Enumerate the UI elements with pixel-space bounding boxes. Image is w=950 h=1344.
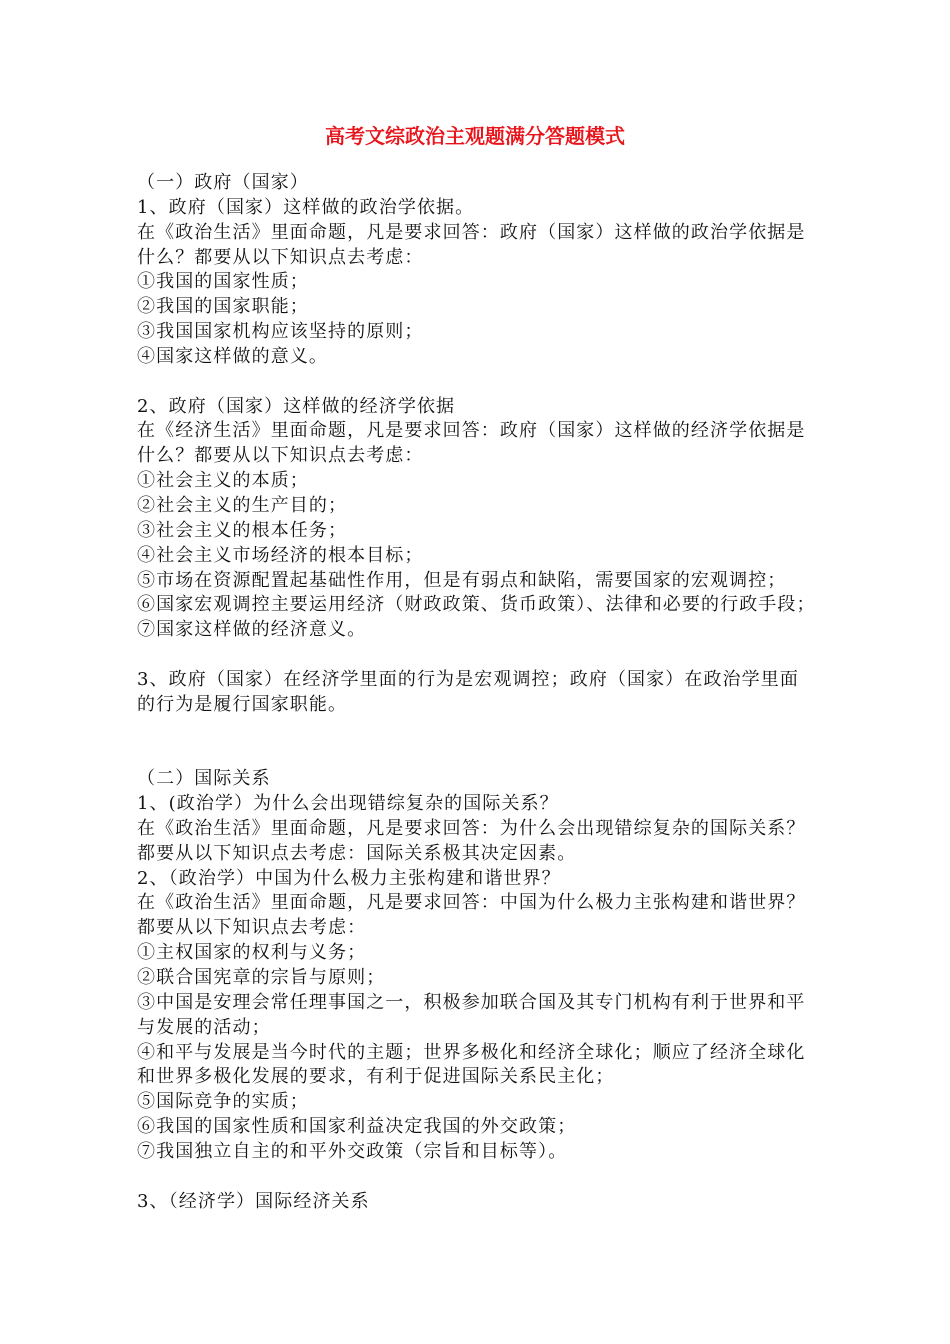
text-line: ①我国的国家性质；	[137, 271, 309, 293]
text-line: ③社会主义的根本任务；	[137, 519, 348, 541]
text-line: ⑦国家这样做的经济意义。	[137, 619, 367, 641]
text-line: ⑤市场在资源配置起基础性作用，但是有弱点和缺陷，需要国家的宏观调控；	[137, 569, 787, 591]
text-line: ⑥国家宏观调控主要运用经济（财政政策、货币政策）、法律和必要的行政手段；	[137, 594, 816, 616]
text-line: 什么？都要从以下知识点去考虑：	[137, 246, 424, 268]
text-line: 在《政治生活》里面命题，凡是要求回答：为什么会出现错综复杂的国际关系？	[137, 817, 806, 839]
blank-line	[137, 742, 837, 767]
text-line: 2、（政治学）中国为什么极力主张构建和谐世界？	[137, 867, 561, 889]
text-line: ⑦我国独立自主的和平外交政策（宗旨和目标等）。	[137, 1140, 568, 1162]
text-line: （二）国际关系	[137, 768, 271, 790]
text-line: 3、（经济学）国际经济关系	[137, 1190, 370, 1212]
text-line: 在《政治生活》里面命题，凡是要求回答：中国为什么极力主张构建和谐世界？	[137, 892, 806, 914]
text-line: ③我国国家机构应该坚持的原则；	[137, 321, 424, 343]
text-line: 什么？都要从以下知识点去考虑：	[137, 445, 424, 467]
text-line: ①主权国家的权利与义务；	[137, 942, 367, 964]
blank-line	[137, 643, 837, 668]
blank-line	[137, 718, 837, 743]
text-line: 在《经济生活》里面命题，凡是要求回答：政府（国家）这样做的经济学依据是	[137, 420, 806, 442]
text-line: ①社会主义的本质；	[137, 470, 309, 492]
document-title: 高考文综政治主观题满分答题模式	[325, 124, 625, 148]
text-line: ②联合国宪章的宗旨与原则；	[137, 967, 386, 988]
text-line: ④和平与发展是当今时代的主题；世界多极化和经济全球化；顺应了经济全球化	[137, 1041, 806, 1063]
text-line: 的行为是履行国家职能。	[137, 693, 348, 715]
text-line: ⑥我国的国家性质和国家利益决定我国的外交政策；	[137, 1116, 577, 1138]
text-line: 3、政府（国家）在经济学里面的行为是宏观调控；政府（国家）在政治学里面	[137, 668, 799, 690]
text-line: ③中国是安理会常任理事国之一，积极参加联合国及其专门机构有利于世界和平	[137, 991, 806, 1013]
text-line: 和世界多极化发展的要求，有利于促进国际关系民主化；	[137, 1066, 615, 1088]
text-line: 都要从以下知识点去考虑：	[137, 917, 367, 939]
text-line: ②我国的国家职能；	[137, 296, 309, 318]
text-line: （一）政府（国家）	[137, 172, 309, 193]
text-line: ⑤国际竞争的实质；	[137, 1091, 309, 1113]
blank-line	[137, 1165, 837, 1190]
text-line: 2、政府（国家）这样做的经济学依据	[137, 395, 456, 417]
text-line: 1、(政治学）为什么会出现错综复杂的国际关系？	[137, 793, 559, 815]
blank-line	[137, 370, 837, 395]
text-line: ②社会主义的生产目的；	[137, 494, 348, 516]
text-line: 1、政府（国家）这样做的政治学依据。	[137, 196, 475, 218]
document-body	[137, 171, 837, 1214]
text-line: ④社会主义市场经济的根本目标；	[137, 544, 424, 566]
text-line: 在《政治生活》里面命题，凡是要求回答：政府（国家）这样做的政治学依据是	[137, 221, 806, 243]
text-line: 都要从以下知识点去考虑：国际关系极其决定因素。	[137, 842, 577, 864]
text-line: ④国家这样做的意义。	[137, 345, 328, 367]
text-line: 与发展的活动；	[137, 1016, 271, 1038]
